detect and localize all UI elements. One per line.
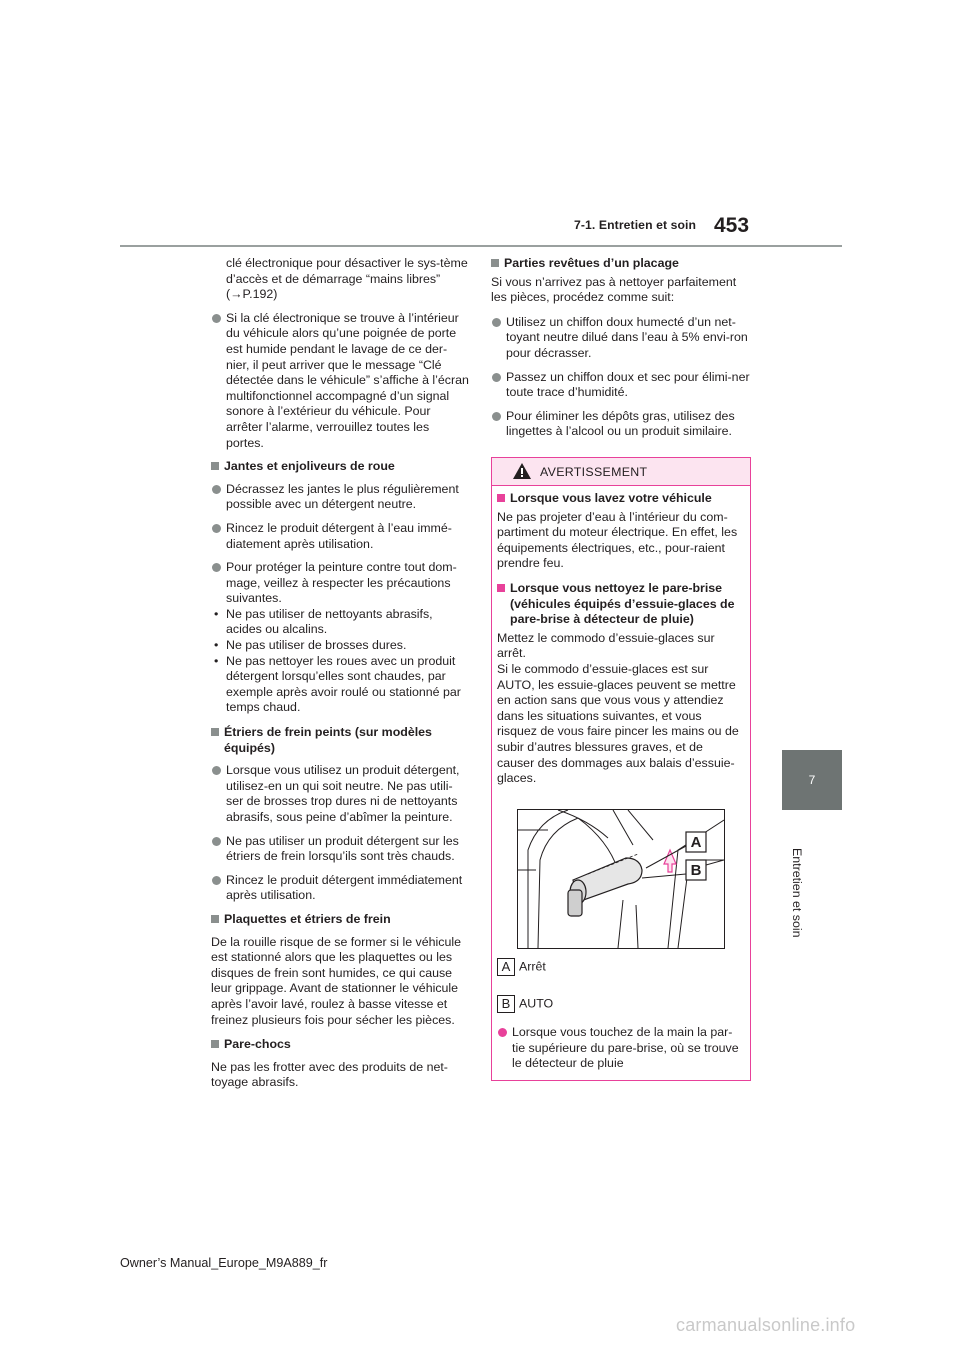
dash-item: • Ne pas utiliser de brosses dures. [214,638,407,653]
watermark: carmanualsonline.info [676,1315,856,1335]
bullet-dot-icon [212,485,221,494]
bullet-item: Pour éliminer les dépôts gras, utilisez des lingettes à l’alcool ou un produit similaire. [491,409,755,440]
warning-triangle-icon [513,463,531,479]
bullet-item: Lorsque vous touchez de la main la par-tie supérieure du pare-brise, où se trouve le détecteur de pluie [497,1025,741,1072]
subheading-pads: Plaquettes et étriers de frein [211,912,469,928]
square-bullet-icon [491,259,499,267]
paragraph: Ne pas projeter d’eau à l’intérieur du com-partiment du moteur électrique. En effet, les équipements électriques, etc., pour-raient prendre feu. [497,509,738,571]
figure-label-a: A [690,834,702,851]
dash-list [211,607,469,716]
chapter-tab: 7 [782,750,842,810]
paragraph: Si vous n’arrivez pas à nettoyer parfaitement les pièces, procédez comme suit: [491,274,737,305]
legend-a-letter: A [497,958,515,976]
bullet-item: Lorsque vous utilisez un produit détergent, utilisez-en un qui soit neutre. Ne pas utili-ser de brosses trop dures ni de nettoyants abrasifs, sous peine d’abîmer la peinture. [211,763,469,825]
legend-a-text: Arrêt [519,959,546,974]
left-column [211,256,469,1100]
footer-manual-id: Owner’s Manual_Europe_M9A889_fr [120,1256,328,1270]
legend-a [497,958,546,976]
bullet-item: Rincez le produit détergent à l’eau immé-diatement après utilisation. [211,521,469,552]
section-title: 7-1. Entretien et soin [574,218,697,232]
legend-b-text: AUTO [519,996,554,1011]
bullet-dot-icon [212,766,221,775]
wiper-lever-figure [517,809,725,949]
square-bullet-icon [497,584,505,592]
subheading-plated: Parties revêtues d’un placage [491,256,755,272]
bullet-dot-icon [492,373,501,382]
wiper-lever-illustration [518,810,724,948]
bullet-item: Rincez le produit détergent immédiatement après utilisation. [211,873,469,904]
bullet-dot-icon [492,318,501,327]
bullet-dot-icon [212,837,221,846]
dash-item: • Ne pas nettoyer les roues avec un produit détergent lorsqu’elles sont chaudes, par exemple après avoir roulé ou stationné par temps chaud. [214,653,461,715]
square-bullet-icon [211,462,219,470]
warning-content-bottom [497,1025,741,1080]
bullet-item: Pour protéger la peinture contre tout dom-mage, veillez à respecter les précautions suivantes. [211,560,469,607]
bullet-dot-icon [212,563,221,572]
bullet-dot-icon [212,876,221,885]
warning-title: AVERTISSEMENT [540,465,648,479]
subheading-windshield: Lorsque vous nettoyez le pare-brise (véhicules équipés d’essuie-glaces de pare-brise à détecteur de pluie) [497,581,741,628]
subheading-calipers: Étriers de frein peints (sur modèles équipés) [211,725,469,756]
bullet-item: Si la clé électronique se trouve à l’intérieur du véhicule alors qu’une poignée de porte est humide pendant le lavage de ce der-nier, il peut arriver que le message “Clé détectée dans le véhicule” s’affiche à l’écran multifonctionnel accompagné d’un signal sonore à l’extérieur du véhicule. Pour arrêter l’alarme, verrouillez toutes les portes. [211,311,469,451]
bullet-dot-icon [492,412,501,421]
legend-b-letter: B [497,995,515,1013]
header-divider [120,245,842,247]
paragraph: Mettez le commodo d’essuie-glaces sur arrêt. Si le commodo d’essuie-glaces est sur AUTO, les essuie-glaces peuvent se mettre en action sans que vous vous y attendiez dans les situations suivantes, et vous risquez de vous faire pincer les mains ou de subir d’autres blessures graves, et de causer des dommages aux balais d’essuie-glaces. [497,630,739,786]
subheading-wheels: Jantes et enjoliveurs de roue [211,459,469,475]
bullet-dot-icon [498,1028,507,1037]
subheading-wash: Lorsque vous lavez votre véhicule [497,491,741,507]
page-number: 453 [714,214,750,237]
figure-label-b: B [690,862,702,879]
continued-text: clé électronique pour désactiver le sys-tème d’accès et de démarrage “mains libres” (→P.192) [226,256,468,302]
bullet-item: Décrassez les jantes le plus régulièrement possible avec un détergent neutre. [211,482,469,513]
dash-item: • Ne pas utiliser de nettoyants abrasifs, acides ou alcalins. [214,606,433,637]
square-bullet-icon [211,1040,219,1048]
right-column [491,256,755,448]
bullet-item: Utilisez un chiffon doux humecté d’un net-toyant neutre dilué dans l’eau à 5% envi-ron pour décrasser. [491,315,755,362]
legend-b [497,995,553,1013]
bullet-item: Ne pas utiliser un produit détergent sur les étriers de frein lorsqu’ils sont très chauds. [211,834,469,865]
bullet-item: Passez un chiffon doux et sec pour élimi-ner toute trace d’humidité. [491,370,755,401]
subheading-bumpers: Pare-chocs [211,1037,469,1053]
bullet-dot-icon [212,314,221,323]
paragraph: De la rouille risque de se former si le véhicule est stationné alors que les plaquettes ou les disques de frein sont humides, ce qui cause leur grippage. Avant de stationner le véhicule après l’avoir lavé, roulez à basse vitesse et freinez plusieurs fois pour sécher les pièces. [211,934,461,1027]
square-bullet-icon [211,915,219,923]
bullet-dot-icon [212,524,221,533]
square-bullet-icon [211,728,219,736]
chapter-side-label: Entretien et soin [790,848,804,938]
paragraph: Ne pas les frotter avec des produits de net-toyage abrasifs. [211,1059,448,1090]
warning-content [497,491,741,796]
square-bullet-icon [497,494,505,502]
